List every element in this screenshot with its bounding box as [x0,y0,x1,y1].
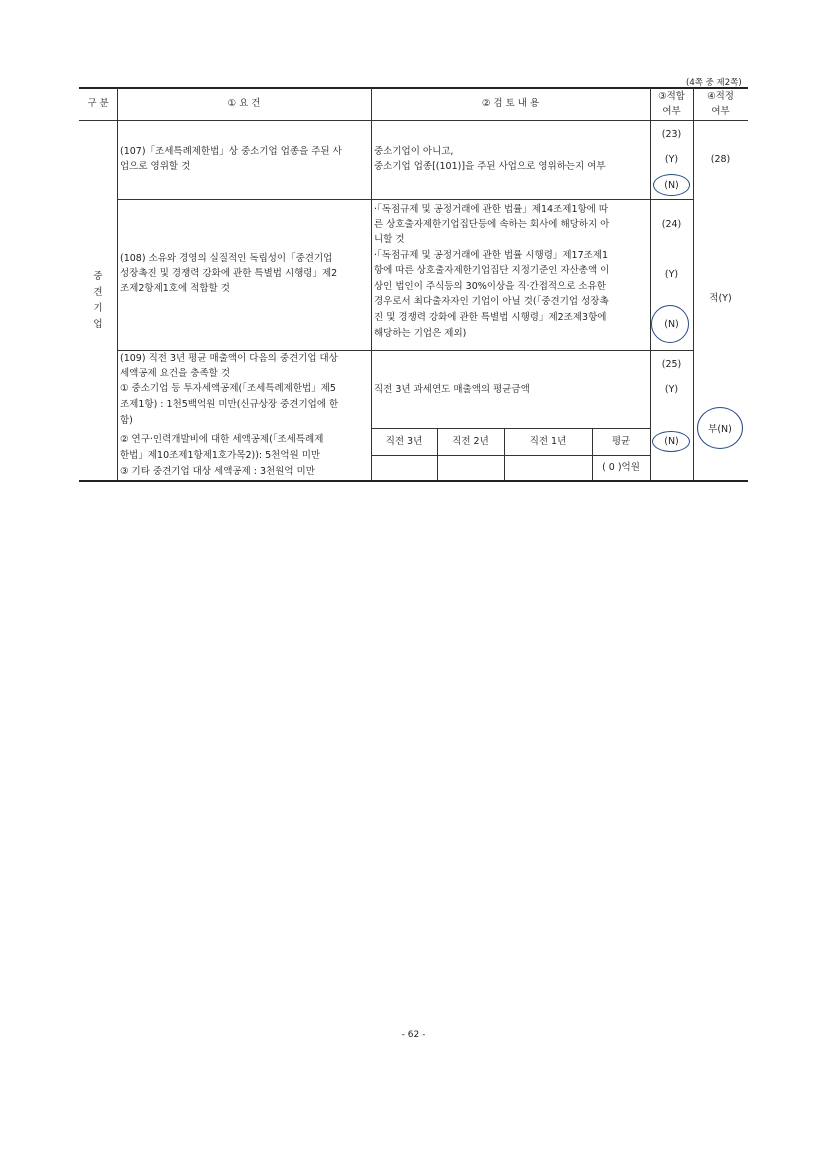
row-108-yes: (Y) [664,269,679,280]
header-category: 구 분 [87,98,109,109]
header-fit-line1: ③적합 [658,91,685,102]
sub-header-3-years: 직전 3년 [385,436,423,447]
row-107-number: (23) [661,129,682,140]
row-108-no: (N) [664,319,679,330]
sub-header-1-year: 직전 1년 [529,436,567,447]
header-proper-line2: 여부 [711,106,730,117]
page-counter: (4쪽 중 제2쪽) [686,78,742,88]
row-107-no: (N) [664,180,679,191]
row-107-no-circle [653,174,690,196]
sub-header-average: 평균 [611,436,631,447]
header-fit-line2: 여부 [662,106,681,117]
row-109-no-circle [652,431,690,452]
proper-yes: 적(Y) [709,293,732,304]
average-value: ( 0 )억원 [602,462,640,473]
row-109-yes: (Y) [664,384,679,395]
row-107-yes: (Y) [664,154,679,165]
row-108-number: (24) [661,219,682,230]
sub-header-2-years: 직전 2년 [452,436,489,447]
row-109-no: (N) [664,436,679,447]
row-109-number: (25) [661,359,682,370]
row-109-review: 직전 3년 과세연도 매출액의 평균금액 [374,384,530,395]
row-108-no-circle [651,305,689,343]
row-107-proper: (28) [710,154,731,165]
header-proper-line1: ④적정 [707,91,734,102]
page-number: - 62 - [401,1030,426,1040]
header-requirement: ① 요 건 [227,98,261,109]
header-review: ② 검 토 내 용 [481,98,540,109]
proper-no-circle [697,407,743,449]
proper-no: 부(N) [708,424,732,435]
